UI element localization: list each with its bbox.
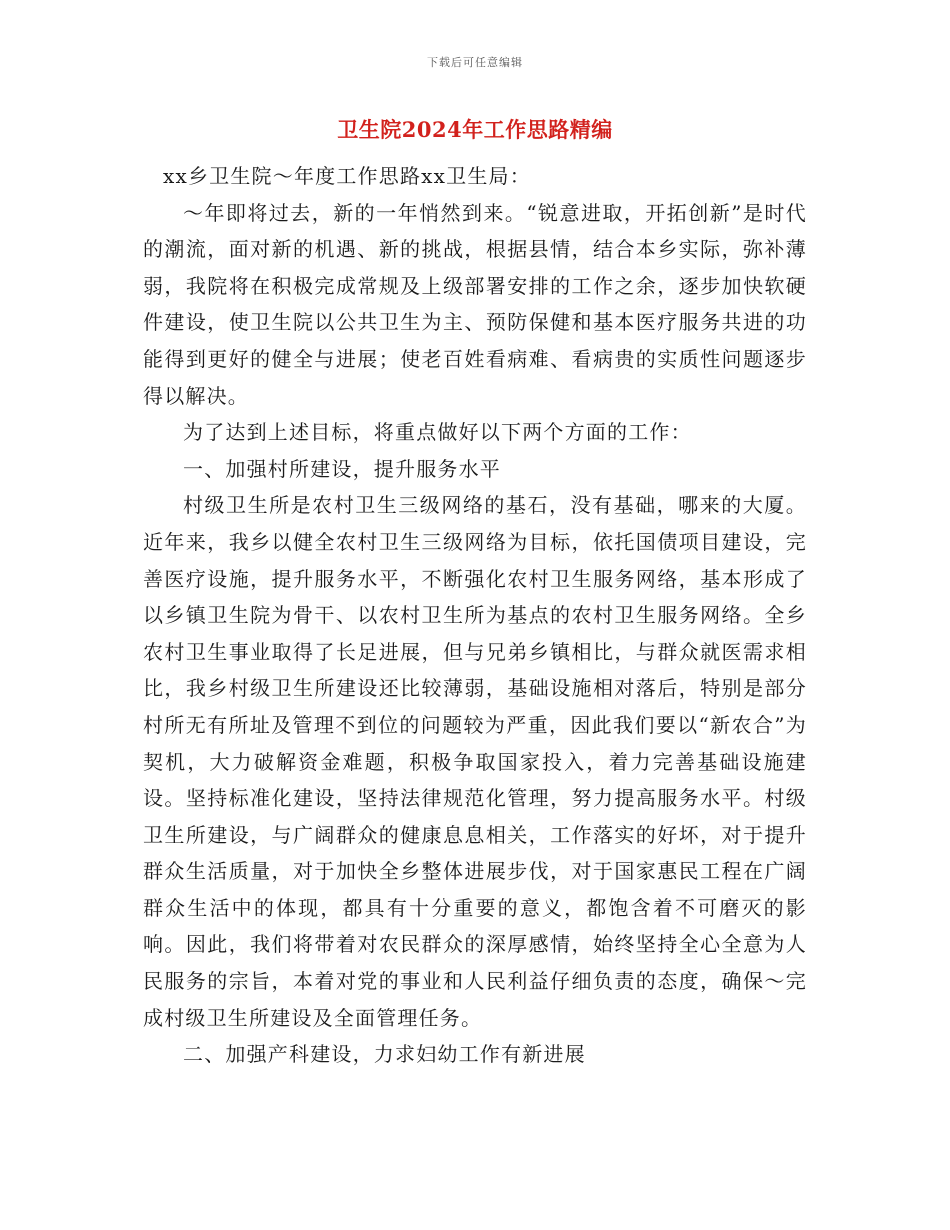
header-note: 下载后可任意编辑: [427, 56, 523, 69]
document-title: 卫生院2024年工作思路精编: [337, 117, 613, 142]
paragraph-section-1: 村级卫生所是农村卫生三级网络的基石，没有基础，哪来的大厦。近年来，我乡以健全农村卫生三级网络为目标，依托国债项目建设，完善医疗设施，提升服务水平，不断强化农村卫生服务网络，基本形成了以乡镇卫生院为骨干、以农村卫生所为基点的农村卫生服务网络。全乡农村卫生事业取得了长足进展，但与兄弟乡镇相比，与群众就医需求相比，我乡村级卫生所建设还比较薄弱，基础设施相对落后，特别是部分村所无有所址及管理不到位的问题较为严重，因此我们要以“新农合”为契机，大力破解资金难题，积极争取国家投入，着力完善基础设施建设。坚持标准化建设，坚持法律规范化管理，努力提高服务水平。村级卫生所建设，与广阔群众的健康息息相关，工作落实的好坏，对于提升群众生活质量，对于加快全乡整体进展步伐，对于国家惠民工程在广阔群众生活中的体现，都具有十分重要的意义，都饱含着不可磨灭的影响。因此，我们将带着对农民群众的深厚感情，始终坚持全心全意为人民服务的宗旨，本着对党的事业和人民利益仔细负责的态度，确保～完成村级卫生所建设及全面管理任务。: [143, 493, 807, 1030]
paragraph-salutation: xx乡卫生院～年度工作思路xx卫生局：: [163, 164, 531, 188]
document-body: [143, 158, 807, 1073]
paragraph-intro: ～年即将过去，新的一年悄然到来。“锐意进取，开拓创新”是时代的潮流，面对新的机遇、新的挑战，根据县情，结合本乡实际，弥补薄弱，我院将在积极完成常规及上级部署安排的工作之余，逐步加快软硬件建设，使卫生院以公共卫生为主、预防保健和基本医疗服务共进的功能得到更好的健全与进展；使老百姓看病难、看病贵的实质性问题逐步得以解决。: [143, 200, 807, 408]
section-heading-2: 二、加强产科建设，力求妇幼工作有新进展: [183, 1042, 586, 1067]
paragraph-goals: 为了达到上述目标，将重点做好以下两个方面的工作：: [183, 420, 692, 445]
section-heading-1: 一、加强村所建设，提升服务水平: [183, 456, 501, 481]
